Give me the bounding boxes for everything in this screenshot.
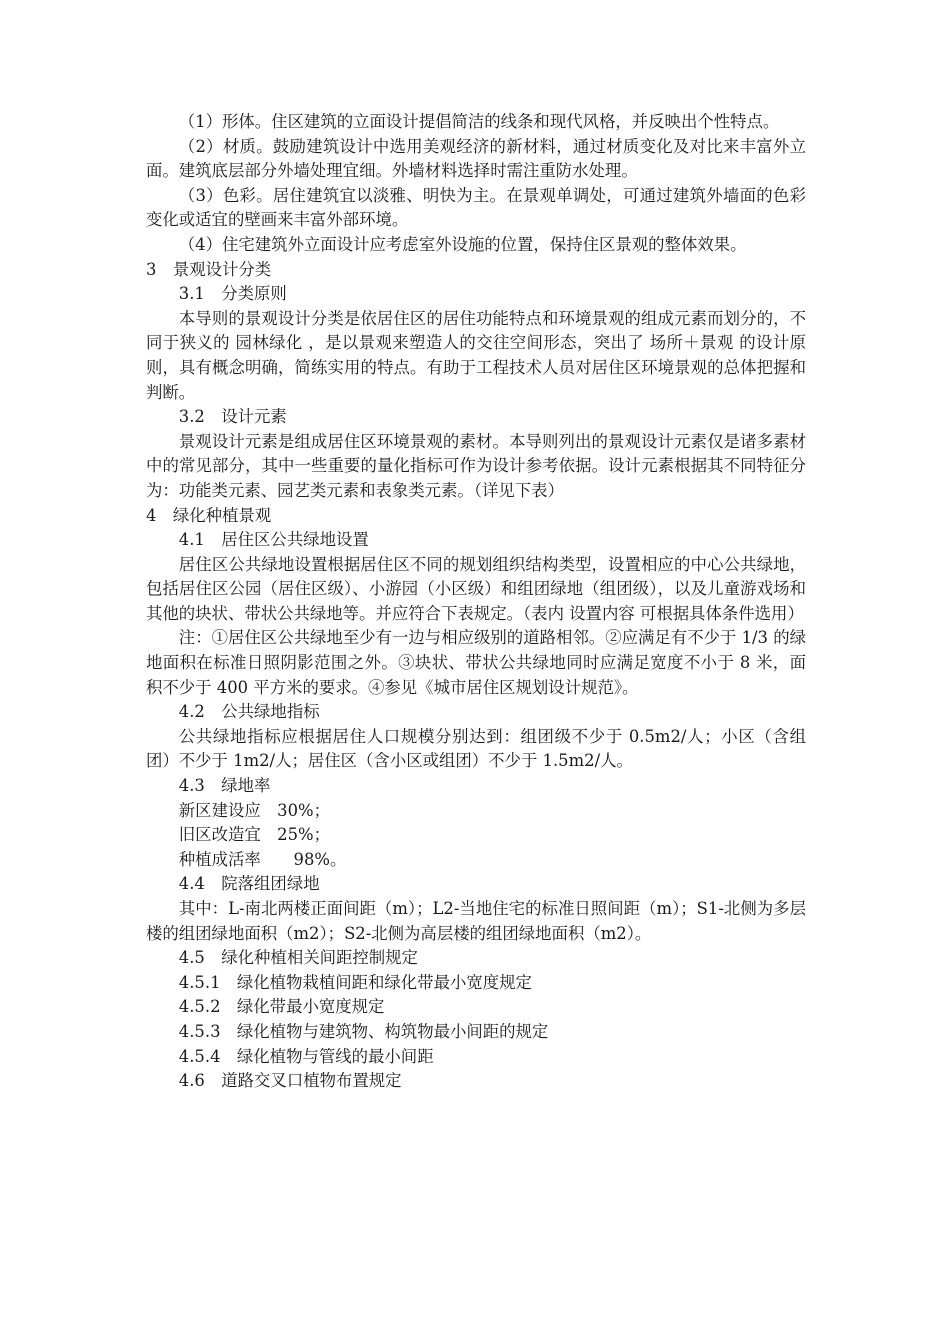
subsection-heading-4-5-1: 4.5.1 绿化植物栽植间距和绿化带最小宽度规定 bbox=[178, 972, 532, 992]
subsection-heading-4-1: 4.1 居住区公共绿地设置 bbox=[178, 530, 369, 550]
subsection-heading-4-4: 4.4 院落组团绿地 bbox=[178, 874, 320, 894]
paragraph-green-index: 公共绿地指标应根据居住人口规模分别达到：组团级不少于 0.5m2/人；小区（含组团）不少于 1m2/人；居住区（含小区或组团）不少于 1.5m2/人。 bbox=[146, 726, 806, 771]
paragraph-classification-principle: 本导则的景观设计分类是依居住区的居住功能特点和环境景观的组成元素而划分的，不同于狭义的 园林绿化 ，是以景观来塑造人的交往空间形态，突出了 场所＋景观 的设计原则，具有概念明确，简练实用的特点。有助于工程技术人员对居住区环境景观的总体把握和判断。 bbox=[146, 308, 806, 402]
paragraph-material: （2）材质。鼓励建筑设计中选用美观经济的新材料，通过材质变化及对比来丰富外立面。建筑底层部分外墙处理宜细。外墙材料选择时需注重防水处理。 bbox=[146, 136, 806, 181]
paragraph-form: （1）形体。住区建筑的立面设计提倡简洁的线条和现代风格，并反映出个性特点。 bbox=[178, 112, 780, 131]
green-rate-old-area: 旧区改造宜 25%； bbox=[178, 825, 330, 845]
subsection-heading-3-2: 3.2 设计元素 bbox=[178, 407, 287, 427]
section-heading-3: 3 景观设计分类 bbox=[146, 259, 272, 279]
paragraph-notes: 注：①居住区公共绿地至少有一边与相应级别的道路相邻。②应满足有不少于 1/3 的绿地面积在标准日照阴影范围之外。③块状、带状公共绿地同时应满足宽度不小于 8 米，面积不少于 400 平方米的要求。④参见《城市居住区规划设计规范》。 bbox=[146, 628, 806, 697]
paragraph-design-elements: 景观设计元素是组成居住区环境景观的素材。本导则列出的景观设计元素仅是诸多素材中的常见部分，其中一些重要的量化指标可作为设计参考依据。设计元素根据其不同特征分为：功能类元素、园艺类元素和表象类元素。（详见下表） bbox=[146, 431, 806, 500]
paragraph-facade: （4）住宅建筑外立面设计应考虑室外设施的位置，保持住区景观的整体效果。 bbox=[178, 234, 747, 254]
subsection-heading-3-1: 3.1 分类原则 bbox=[178, 284, 287, 304]
subsection-heading-4-5-3: 4.5.3 绿化植物与建筑物、构筑物最小间距的规定 bbox=[178, 1021, 549, 1041]
subsection-heading-4-5: 4.5 绿化种植相关间距控制规定 bbox=[178, 948, 418, 968]
subsection-heading-4-6: 4.6 道路交叉口植物布置规定 bbox=[178, 1071, 402, 1091]
paragraph-color: （3）色彩。居住建筑宜以淡雅、明快为主。在景观单调处，可通过建筑外墙面的色彩变化或适宜的壁画来丰富外部环境。 bbox=[146, 185, 806, 230]
subsection-heading-4-3: 4.3 绿地率 bbox=[178, 776, 271, 796]
paragraph-courtyard-legend: 其中：L-南北两楼正面间距（m）；L2-当地住宅的标准日照间距（m）；S1-北侧为多层楼的组团绿地面积（m2）；S2-北侧为高层楼的组团绿地面积（m2）。 bbox=[146, 899, 806, 943]
planting-survival-rate: 种植成活率 98%。 bbox=[178, 849, 347, 869]
green-rate-new-area: 新区建设应 30%； bbox=[178, 800, 330, 820]
subsection-heading-4-2: 4.2 公共绿地指标 bbox=[178, 702, 320, 722]
subsection-heading-4-5-2: 4.5.2 绿化带最小宽度规定 bbox=[178, 997, 385, 1017]
section-heading-4: 4 绿化种植景观 bbox=[146, 505, 272, 525]
subsection-heading-4-5-4: 4.5.4 绿化植物与管线的最小间距 bbox=[178, 1046, 434, 1066]
paragraph-public-green-setup: 居住区公共绿地设置根据居住区不同的规划组织结构类型，设置相应的中心公共绿地，包括居住区公园（居住区级）、小游园（小区级）和组团绿地（组团级），以及儿童游戏场和其他的块状、带状公共绿地等。并应符合下表规定。（表内 设置内容 可根据具体条件选用） bbox=[146, 554, 806, 623]
document-page bbox=[146, 110, 806, 1094]
